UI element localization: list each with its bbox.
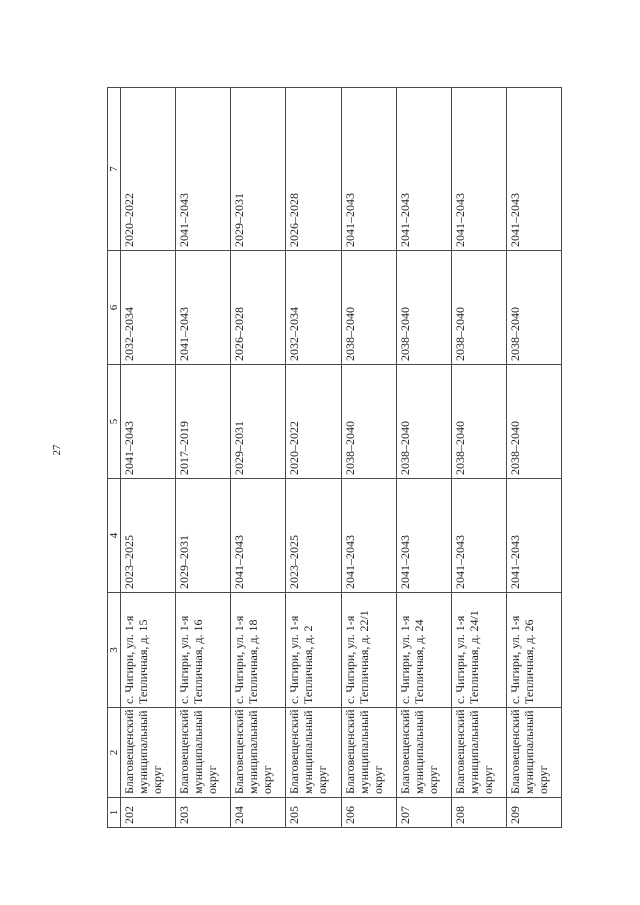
period-cell-5: 2041–2043 (121, 365, 176, 479)
period-cell-4: 2023–2025 (121, 479, 176, 593)
header-cell-2: 2 (108, 708, 121, 798)
housing-schedule-table (107, 87, 562, 828)
page-number: 27 (51, 444, 63, 456)
district-cell: Благовещенский муниципальный округ (121, 708, 176, 798)
period-cell-4: 2029–2031 (176, 479, 231, 593)
period-cell-5: 2038–2040 (451, 365, 506, 479)
address-cell: с. Чигири, ул. 1-я Тепличная, д. 15 (121, 593, 176, 708)
period-cell-6: 2038–2040 (341, 251, 396, 365)
period-cell-5: 2029–2031 (231, 365, 286, 479)
row-number: 209 (506, 798, 561, 828)
period-cell-6: 2038–2040 (451, 251, 506, 365)
period-cell-5: 2038–2040 (396, 365, 451, 479)
district-cell: Благовещенский муниципальный округ (231, 708, 286, 798)
period-cell-7: 2041–2043 (451, 88, 506, 251)
period-cell-4: 2041–2043 (231, 479, 286, 593)
table-row (451, 88, 506, 828)
period-cell-4: 2041–2043 (396, 479, 451, 593)
district-cell: Благовещенский муниципальный округ (396, 708, 451, 798)
period-cell-4: 2041–2043 (341, 479, 396, 593)
period-cell-6: 2032–2034 (286, 251, 341, 365)
district-cell: Благовещенский муниципальный округ (286, 708, 341, 798)
period-cell-7: 2029–2031 (231, 88, 286, 251)
row-number: 203 (176, 798, 231, 828)
table-row (121, 88, 176, 828)
header-cell-5: 5 (108, 365, 121, 479)
table-row (176, 88, 231, 828)
period-cell-4: 2041–2043 (451, 479, 506, 593)
period-cell-7: 2041–2043 (341, 88, 396, 251)
table-container (107, 88, 562, 828)
row-number: 207 (396, 798, 451, 828)
period-cell-7: 2041–2043 (396, 88, 451, 251)
row-number: 202 (121, 798, 176, 828)
period-cell-5: 2038–2040 (341, 365, 396, 479)
period-cell-4: 2041–2043 (506, 479, 561, 593)
table-row (231, 88, 286, 828)
header-cell-6: 6 (108, 251, 121, 365)
period-cell-5: 2038–2040 (506, 365, 561, 479)
table-row (506, 88, 561, 828)
address-cell: с. Чигири, ул. 1-я Тепличная, д. 2 (286, 593, 341, 708)
period-cell-7: 2041–2043 (506, 88, 561, 251)
district-cell: Благовещенский муниципальный округ (506, 708, 561, 798)
period-cell-7: 2026–2028 (286, 88, 341, 251)
row-number: 206 (341, 798, 396, 828)
address-cell: с. Чигири, ул. 1-я Тепличная, д. 18 (231, 593, 286, 708)
header-cell-3: 3 (108, 593, 121, 708)
period-cell-6: 2026–2028 (231, 251, 286, 365)
header-cell-1: 1 (108, 798, 121, 828)
district-cell: Благовещенский муниципальный округ (451, 708, 506, 798)
address-cell: с. Чигири, ул. 1-я Тепличная, д. 24 (396, 593, 451, 708)
row-number: 208 (451, 798, 506, 828)
table-row (341, 88, 396, 828)
row-number: 204 (231, 798, 286, 828)
address-cell: с. Чигири, ул. 1-я Тепличная, д. 24/1 (451, 593, 506, 708)
address-cell: с. Чигири, ул. 1-я Тепличная, д. 22/1 (341, 593, 396, 708)
period-cell-7: 2020–2022 (121, 88, 176, 251)
period-cell-6: 2041–2043 (176, 251, 231, 365)
period-cell-6: 2038–2040 (396, 251, 451, 365)
row-number: 205 (286, 798, 341, 828)
header-row (108, 88, 121, 828)
address-cell: с. Чигири, ул. 1-я Тепличная, д. 26 (506, 593, 561, 708)
table-row (396, 88, 451, 828)
period-cell-6: 2038–2040 (506, 251, 561, 365)
period-cell-4: 2023–2025 (286, 479, 341, 593)
period-cell-7: 2041–2043 (176, 88, 231, 251)
period-cell-6: 2032–2034 (121, 251, 176, 365)
district-cell: Благовещенский муниципальный округ (341, 708, 396, 798)
table-row (286, 88, 341, 828)
address-cell: с. Чигири, ул. 1-я Тепличная, д. 16 (176, 593, 231, 708)
district-cell: Благовещенский муниципальный округ (176, 708, 231, 798)
period-cell-5: 2017–2019 (176, 365, 231, 479)
header-cell-4: 4 (108, 479, 121, 593)
header-cell-7: 7 (108, 88, 121, 251)
period-cell-5: 2020–2022 (286, 365, 341, 479)
